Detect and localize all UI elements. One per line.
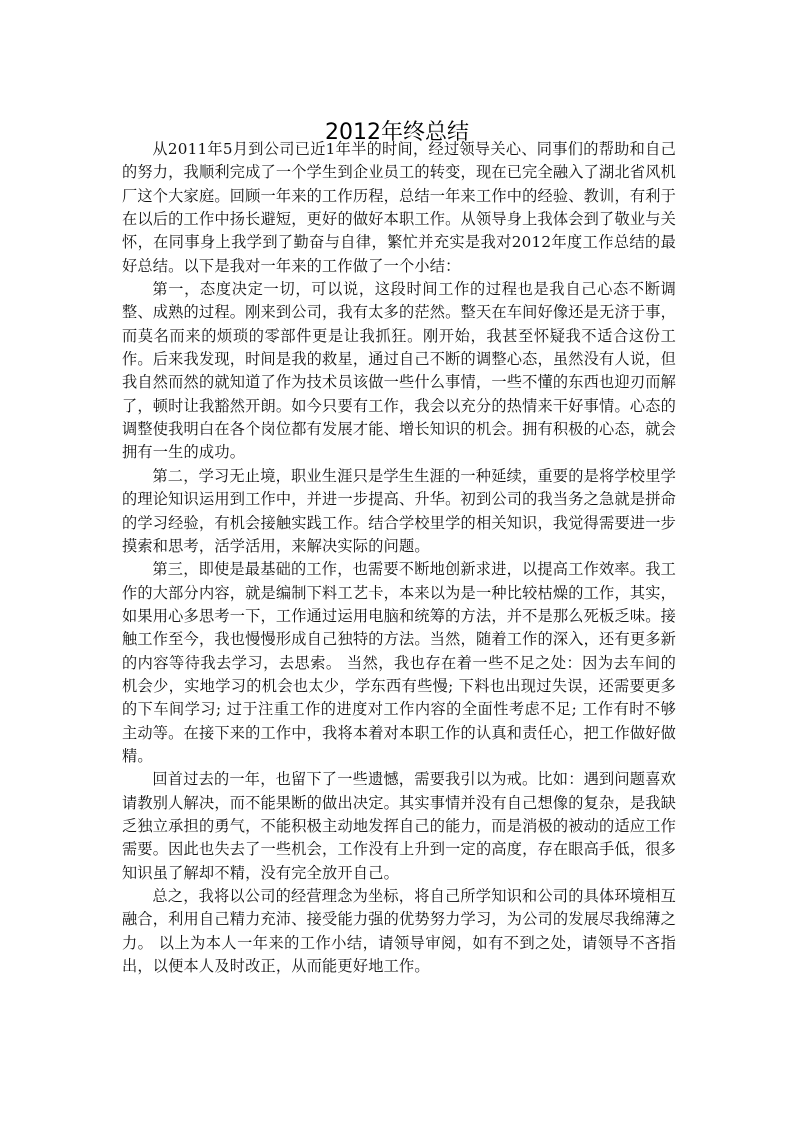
- paragraph-conclusion: 总之，我将以公司的经营理念为坐标，将自己所学知识和公司的具体环境相互融合，利用自己精力充沛、接受能力强的优势努力学习，为公司的发展尽我绵薄之力。 以上为本人一年来的工作小结，请领导审阅，如有不到之处，请领导不吝指出，以便本人及时改正，从而能更好地工作。: [122, 887, 676, 976]
- document-title: 2012年终总结: [325, 119, 469, 145]
- paragraph-learning: 第二，学习无止境，职业生涯只是学生生涯的一种延续，重要的是将学校里学的理论知识运用到工作中，并进一步提高、升华。初到公司的我当务之急就是拼命的学习经验，有机会接触实践工作。结合学校里学的相关知识，我觉得需要进一步摸索和思考，活学活用，来解决实际的问题。: [122, 466, 676, 555]
- paragraph-intro: 从2011年5月到公司已近1年半的时间，经过领导关心、同事们的帮助和自己的努力，我顺利完成了一个学生到企业员工的转变，现在已完全融入了湖北省风机厂这个大家庭。回顾一年来的工作历程，总结一年来工作中的经验、教训，有利于在以后的工作中扬长避短，更好的做好本职工作。从领导身上我体会到了敬业与关怀，在同事身上我学到了勤奋与自律，繁忙并充实是我对2012年度工作总结的最好总结。以下是我对一年来的工作做了一个小结：: [122, 140, 676, 275]
- paragraph-reflection: 回首过去的一年，也留下了一些遗憾，需要我引以为戒。比如：遇到问题喜欢请教别人解决，而不能果断的做出决定。其实事情并没有自己想像的复杂，是我缺乏独立承担的勇气，不能积极主动地发挥自己的能力，而是消极的被动的适应工作需要。因此也失去了一些机会，工作没有上升到一定的高度，存在眼高手低，很多知识虽了解却不精，没有完全放开自己。: [122, 770, 676, 882]
- paragraph-attitude: 第一，态度决定一切，可以说，这段时间工作的过程也是我自己心态不断调整、成熟的过程。刚来到公司，我有太多的茫然。整天在车间好像还是无济于事，而莫名而来的烦琐的零部件更是让我抓狂。刚开始，我甚至怀疑我不适合这份工作。后来我发现，时间是我的救星，通过自己不断的调整心态，虽然没有人说，但我自然而然的就知道了作为技术员该做一些什么事情，一些不懂的东西也迎刃而解了，顿时让我豁然开朗。如今只要有工作，我会以充分的热情来干好事情。心态的调整使我明白在各个岗位都有发展才能、增长知识的机会。拥有积极的心态，就会拥有一生的成功。: [122, 280, 676, 462]
- paragraph-innovation: 第三，即使是最基础的工作，也需要不断地创新求进，以提高工作效率。我工作的大部分内容，就是编制下料工艺卡，本来以为是一种比较枯燥的工作，其实，如果用心多思考一下，工作通过运用电脑和统筹的方法，并不是那么死板乏味。接触工作至今，我也慢慢形成自己独特的方法。当然，随着工作的深入，还有更多新的内容等待我去学习，去思索。 当然，我也存在着一些不足之处：因为去车间的机会少，实地学习的机会也太少，学东西有些慢; 下料也出现过失误，还需要更多的下车间学习; 过于注重工作的进度对工作内容的全面性考虑不足; 工作有时不够主动等。在接下来的工作中，我将本着对本职工作的认真和责任心，把工作做好做精。: [122, 560, 676, 765]
- document-body: [122, 138, 676, 978]
